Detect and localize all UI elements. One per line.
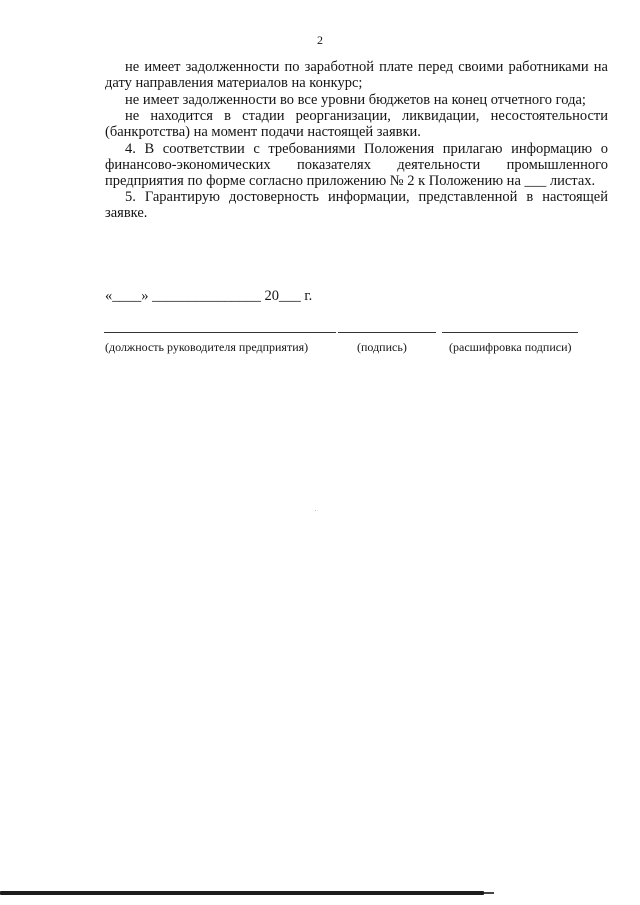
scan-edge-bar (0, 891, 484, 895)
date-line: «____» _______________ 20___ г. (105, 288, 313, 304)
signature-caption: (подпись) (357, 340, 407, 354)
transcript-caption: (расшифровка подписи) (449, 340, 572, 354)
paragraph-no-reorganization: не находится в стадии реорганизации, ликвидации, несостоятельности (банкротства) на момент подачи настоящей заявки. (105, 108, 608, 141)
signature-line (338, 332, 436, 333)
transcript-signature-line (442, 332, 578, 333)
position-signature-line (104, 332, 336, 333)
document-body (105, 60, 608, 223)
paragraph-item-4: 4. В соответствии с требованиями Положения прилагаю информацию о финансово-экономических показателях деятельности промышленного предприятия по форме согласно приложению № 2 к Положению на ___ листах. (105, 140, 608, 189)
scan-edge-bar-tail (484, 892, 494, 894)
page-number: 2 (317, 33, 323, 47)
scan-speck (315, 510, 316, 511)
paragraph-item-5: 5. Гарантирую достоверность информации, представленной в настоящей заявке. (105, 189, 608, 222)
paragraph-no-budget-debt: не имеет задолженности во все уровни бюджетов на конец отчетного года; (125, 91, 586, 108)
paragraph-no-wage-debt: не имеет задолженности по заработной плате перед своими работниками на дату направления материалов на конкурс; (105, 59, 608, 91)
position-caption: (должность руководителя предприятия) (105, 340, 309, 354)
